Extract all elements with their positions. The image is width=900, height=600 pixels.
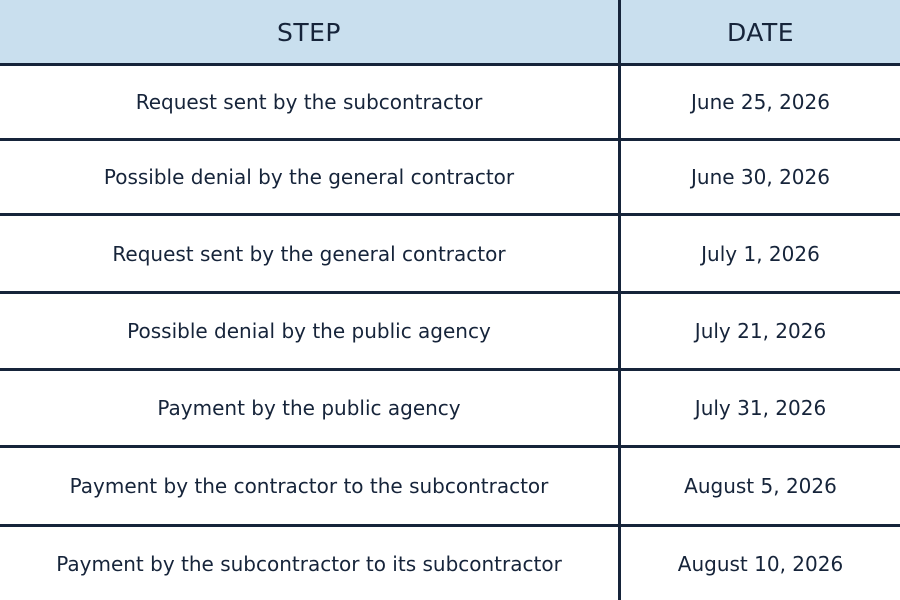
step-cell: Request sent by the general contractor — [0, 216, 621, 291]
step-cell: Possible denial by the public agency — [0, 294, 621, 368]
table-row — [0, 216, 900, 294]
date-cell: July 31, 2026 — [694, 396, 827, 420]
date-cell: June 30, 2026 — [691, 165, 830, 189]
table-row — [0, 527, 900, 600]
step-cell: Request sent by the subcontractor — [0, 66, 621, 138]
step-cell: Payment by the subcontractor to its subcontractor — [0, 527, 621, 600]
header-date: DATE — [726, 17, 795, 47]
date-cell: July 1, 2026 — [701, 241, 820, 266]
date-cell: June 25, 2026 — [691, 90, 830, 114]
step-cell: Possible denial by the general contractor — [0, 141, 621, 213]
table-row — [0, 141, 900, 216]
step-cell: Payment by the public agency — [0, 371, 621, 445]
date-cell: July 21, 2026 — [694, 319, 827, 343]
table-row — [0, 448, 900, 527]
date-cell: August 5, 2026 — [684, 474, 837, 498]
table-row — [0, 66, 900, 141]
date-cell: August 10, 2026 — [677, 551, 844, 576]
table-header-row — [0, 0, 900, 66]
header-step: STEP — [0, 0, 621, 63]
step-cell: Payment by the contractor to the subcontractor — [0, 448, 621, 524]
table-row — [0, 294, 900, 371]
table-row — [0, 371, 900, 448]
